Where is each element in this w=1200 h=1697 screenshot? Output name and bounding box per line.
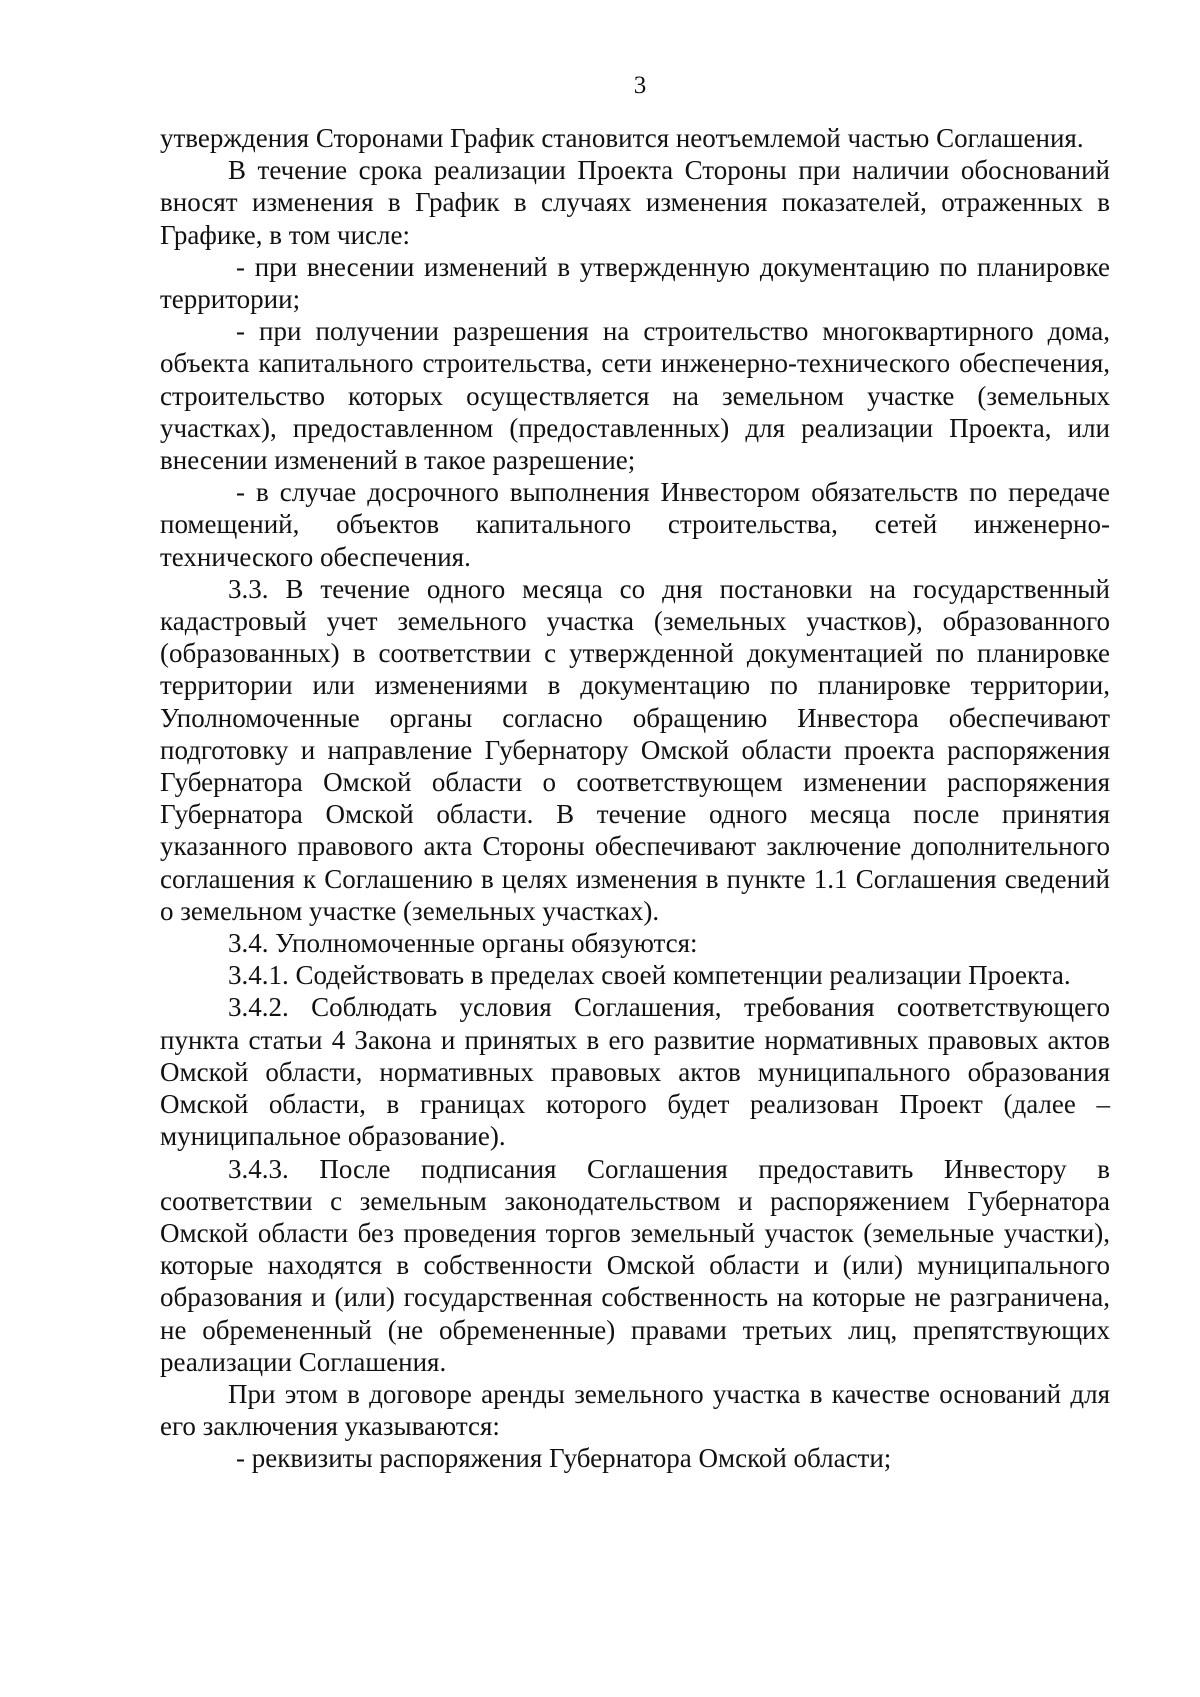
document-body: [160, 122, 1110, 1475]
list-item-planning-docs: - при внесении изменений в утвержденную документацию по планировке территории;: [160, 251, 1110, 315]
clause-3-4-1: 3.4.1. Содействовать в пределах своей компетенции реализации Проекта.: [228, 960, 1071, 991]
list-item-construction-permit: - при получении разрешения на строительство многоквартирного дома, объекта капитального строительства, сети инженерно-технического обеспечения, строительство которых осуществляется на земельном участке (земельных участках), предоставленном (предоставленных) для реализации Проекта, или внесении изменений в такое разрешение;: [160, 316, 1110, 476]
list-item-early-fulfillment: - в случае досрочного выполнения Инвестором обязательств по передаче помещений, объектов капитального строительства, сетей инженерно-технического обеспечения.: [160, 477, 1110, 572]
list-item-governor-order-details: - реквизиты распоряжения Губернатора Омской области;: [236, 1443, 892, 1474]
paragraph-lease-basis: При этом в договоре аренды земельного участка в качестве оснований для его заключения указываются:: [160, 1378, 1110, 1442]
clause-3-4: 3.4. Уполномоченные органы обязуются:: [228, 928, 698, 959]
paragraph-schedule-approval: утверждения Сторонами График становится неотъемлемой частью Соглашения.: [160, 123, 1084, 153]
paragraph-schedule-changes: В течение срока реализации Проекта Стороны при наличии обоснований вносят изменения в График в случаях изменения показателей, отраженных в Графике, в том числе:: [160, 155, 1110, 250]
clause-3-3: 3.3. В течение одного месяца со дня постановки на государственный кадастровый учет земельного участка (земельных участков), образованного (образованных) в соответствии с утвержденной документацией по планировке территории или изменениями в документацию по планировке территории, Уполномоченные органы согласно обращению Инвестора обеспечивают подготовку и направление Губернатору Омской области проекта распоряжения Губернатора Омской области о соответствующем изменении распоряжения Губернатора Омской области. В течение одного месяца после принятия указанного правового акта Стороны обеспечивают заключение дополнительного соглашения к Соглашению в целях изменения в пункте 1.1 Соглашения сведений о земельном участке (земельных участках).: [160, 573, 1110, 926]
page-number: 3: [633, 72, 647, 99]
clause-3-4-3: 3.4.3. После подписания Соглашения предоставить Инвестору в соответствии с земельным законодательством и распоряжением Губернатора Омской области без проведения торгов земельный участок (земельные участки), которые находятся в собственности Омской области и (или) муниципального образования и (или) государственная собственность на которые не разграничена, не обремененный (не обремененные) правами третьих лиц, препятствующих реализации Соглашения.: [160, 1153, 1110, 1377]
clause-3-4-2: 3.4.2. Соблюдать условия Соглашения, требования соответствующего пункта статьи 4 Закона и принятых в его развитие нормативных правовых актов Омской области, нормативных правовых актов муниципального образования Омской области, в границах которого будет реализован Проект (далее – муниципальное образование).: [160, 992, 1110, 1152]
